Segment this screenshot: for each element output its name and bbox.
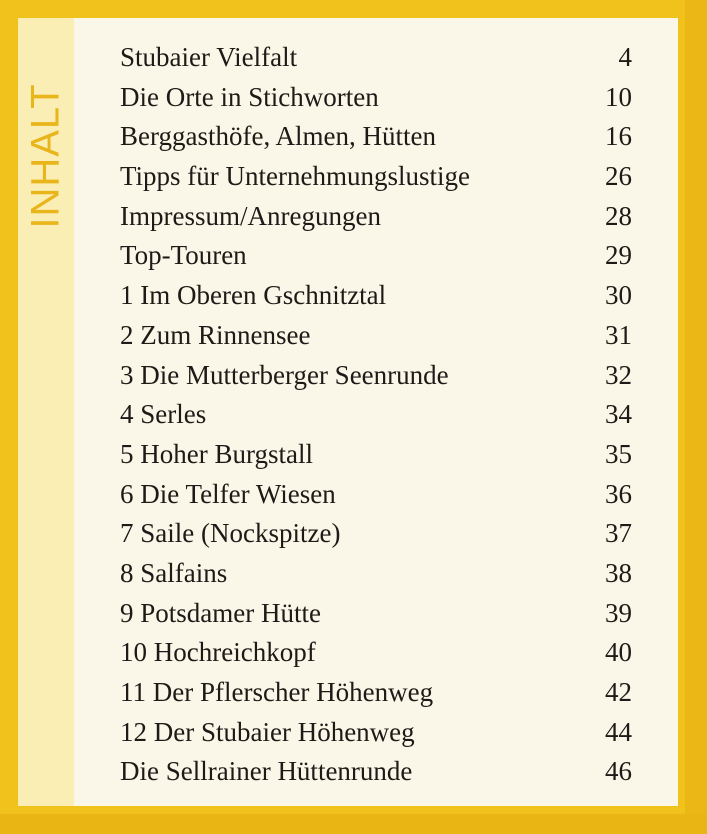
toc-entry[interactable]: [120, 356, 632, 396]
toc-entry-page-number: 32: [605, 359, 632, 390]
toc-entry-page-number: 4: [618, 42, 632, 72]
toc-entry[interactable]: [120, 554, 632, 594]
toc-entry-title: 10 Hochreichkopf: [120, 637, 316, 668]
toc-entry-page-number: 16: [605, 121, 632, 152]
toc-entry-title: 8 Salfains: [120, 557, 228, 588]
toc-entry[interactable]: [120, 236, 632, 276]
toc-entry-title: Stubaier Vielfalt: [120, 42, 298, 72]
toc-entry[interactable]: [120, 78, 632, 118]
toc-entry-title: 2 Zum Rinnensee: [120, 319, 311, 350]
toc-entry[interactable]: [120, 117, 632, 157]
toc-entry-page-number: 39: [605, 597, 632, 628]
sidebar-title: INHALT: [23, 83, 68, 229]
toc-entry-title: Top-Touren: [120, 240, 247, 271]
toc-entry-title: Impressum/Anregungen: [120, 200, 381, 231]
toc-entry-page-number: 34: [605, 399, 632, 430]
toc-entry-title: 12 Der Stubaier Höhenweg: [120, 716, 415, 747]
toc-entry-page-number: 26: [605, 161, 632, 192]
toc-entry-page-number: 10: [605, 81, 632, 112]
table-of-contents: [120, 38, 632, 792]
frame-border-right: [685, 0, 707, 834]
toc-entry-page-number: 37: [605, 518, 632, 549]
toc-entry-page-number: 42: [605, 677, 632, 707]
toc-entry[interactable]: [120, 713, 632, 753]
toc-entry-title: Die Sellrainer Hüttenrunde: [120, 756, 413, 787]
toc-entry-page-number: 35: [605, 438, 632, 469]
toc-entry-title: Tipps für Unternehmungslustige: [120, 161, 470, 192]
toc-entry-title: 6 Die Telfer Wiesen: [120, 478, 336, 509]
toc-entry-title: Berggasthöfe, Almen, Hütten: [120, 121, 436, 152]
toc-entry[interactable]: [120, 276, 632, 316]
toc-entry[interactable]: [120, 752, 632, 792]
toc-entry-page-number: 40: [605, 637, 632, 668]
toc-panel: [74, 18, 678, 806]
toc-entry-page-number: 28: [605, 200, 632, 231]
frame-border-bottom: [0, 814, 707, 834]
toc-entry[interactable]: [120, 514, 632, 554]
toc-entry-title: 11 Der Pflerscher Höhenweg: [120, 677, 434, 707]
toc-entry[interactable]: [120, 316, 632, 356]
toc-entry[interactable]: [120, 633, 632, 673]
toc-entry-title: 3 Die Mutterberger Seenrunde: [120, 359, 449, 390]
toc-entry[interactable]: [120, 475, 632, 515]
toc-entry[interactable]: [120, 395, 632, 435]
toc-entry-page-number: 36: [605, 478, 632, 509]
toc-entry-title: 9 Potsdamer Hütte: [120, 597, 321, 628]
toc-entry-title: 7 Saile (Nockspitze): [120, 518, 341, 549]
toc-entry[interactable]: [120, 435, 632, 475]
toc-entry-title: 5 Hoher Burgstall: [120, 438, 313, 469]
toc-entry-page-number: 29: [605, 240, 632, 271]
toc-entry-page-number: 31: [605, 319, 632, 350]
toc-entry[interactable]: [120, 157, 632, 197]
toc-entry-page-number: 38: [605, 557, 632, 588]
toc-entry-title: 4 Serles: [120, 399, 207, 430]
toc-entry-page-number: 44: [605, 716, 632, 747]
toc-entry[interactable]: [120, 673, 632, 713]
toc-entry[interactable]: [120, 594, 632, 634]
toc-entry-page-number: 46: [605, 756, 632, 787]
toc-entry-title: Die Orte in Stichworten: [120, 81, 379, 112]
toc-entry[interactable]: [120, 38, 632, 78]
toc-entry-page-number: 30: [605, 280, 632, 311]
toc-entry[interactable]: [120, 197, 632, 237]
toc-entry-title: 1 Im Oberen Gschnitztal: [120, 280, 387, 311]
sidebar: [18, 18, 74, 806]
